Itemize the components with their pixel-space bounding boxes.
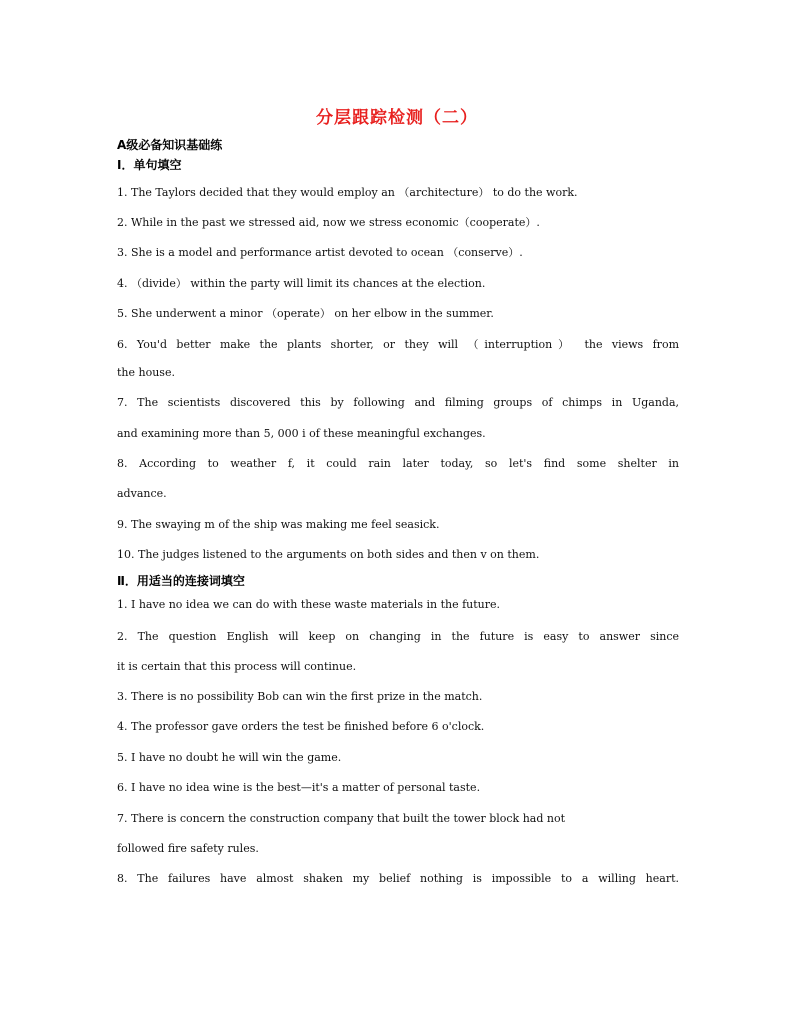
level-label: A级必备知识基础练 <box>117 138 223 152</box>
question-line: 6. You'd better make the plants shorter, or they will （interruption） the views from <box>117 338 679 351</box>
question-line: 5. I have no doubt he will win the game. <box>117 751 342 764</box>
question-line-continuation: and examining more than 5, 000 i of these meaningful exchanges. <box>117 427 486 440</box>
question-line: 3. There is no possibility Bob can win the first prize in the match. <box>117 690 483 703</box>
section-1-heading: Ⅰ．单句填空 <box>117 158 182 172</box>
question-line: 6. I have no idea wine is the best—it's a matter of personal taste. <box>117 781 481 794</box>
question-line-continuation: followed fire safety rules. <box>117 842 259 855</box>
question-line: 2. The question English will keep on changing in the future is easy to answer since <box>117 630 679 643</box>
question-line: 5. She underwent a minor （operate） on her elbow in the summer. <box>117 307 494 320</box>
question-line: 7. The scientists discovered this by following and filming groups of chimps in Uganda, <box>117 396 679 409</box>
question-line: 7. There is concern the construction company that built the tower block had not <box>117 812 566 825</box>
question-line-continuation: the house. <box>117 366 175 379</box>
question-line: 1. I have no idea we can do with these waste materials in the future. <box>117 598 501 611</box>
question-line-continuation: advance. <box>117 487 167 500</box>
question-line-continuation: it is certain that this process will continue. <box>117 660 357 673</box>
question-line: 2. While in the past we stressed aid, now we stress economic（cooperate）. <box>117 216 540 229</box>
question-line: 8. The failures have almost shaken my belief nothing is impossible to a willing heart. <box>117 872 679 885</box>
question-line: 9. The swaying m of the ship was making me feel seasick. <box>117 518 440 531</box>
page-title: 分层跟踪检测（二） <box>316 108 478 128</box>
section-2-heading: Ⅱ．用适当的连接词填空 <box>117 574 245 588</box>
question-line: 4. （divide） within the party will limit its chances at the election. <box>117 277 486 290</box>
question-line: 10. The judges listened to the arguments on both sides and then v on them. <box>117 548 540 561</box>
question-line: 8. According to weather f, it could rain later today, so let's find some shelter in <box>117 457 679 470</box>
question-line: 1. The Taylors decided that they would employ an （architecture） to do the work. <box>117 186 578 199</box>
question-line: 3. She is a model and performance artist devoted to ocean （conserve）. <box>117 246 523 259</box>
question-line: 4. The professor gave orders the test be finished before 6 o'clock. <box>117 720 485 733</box>
